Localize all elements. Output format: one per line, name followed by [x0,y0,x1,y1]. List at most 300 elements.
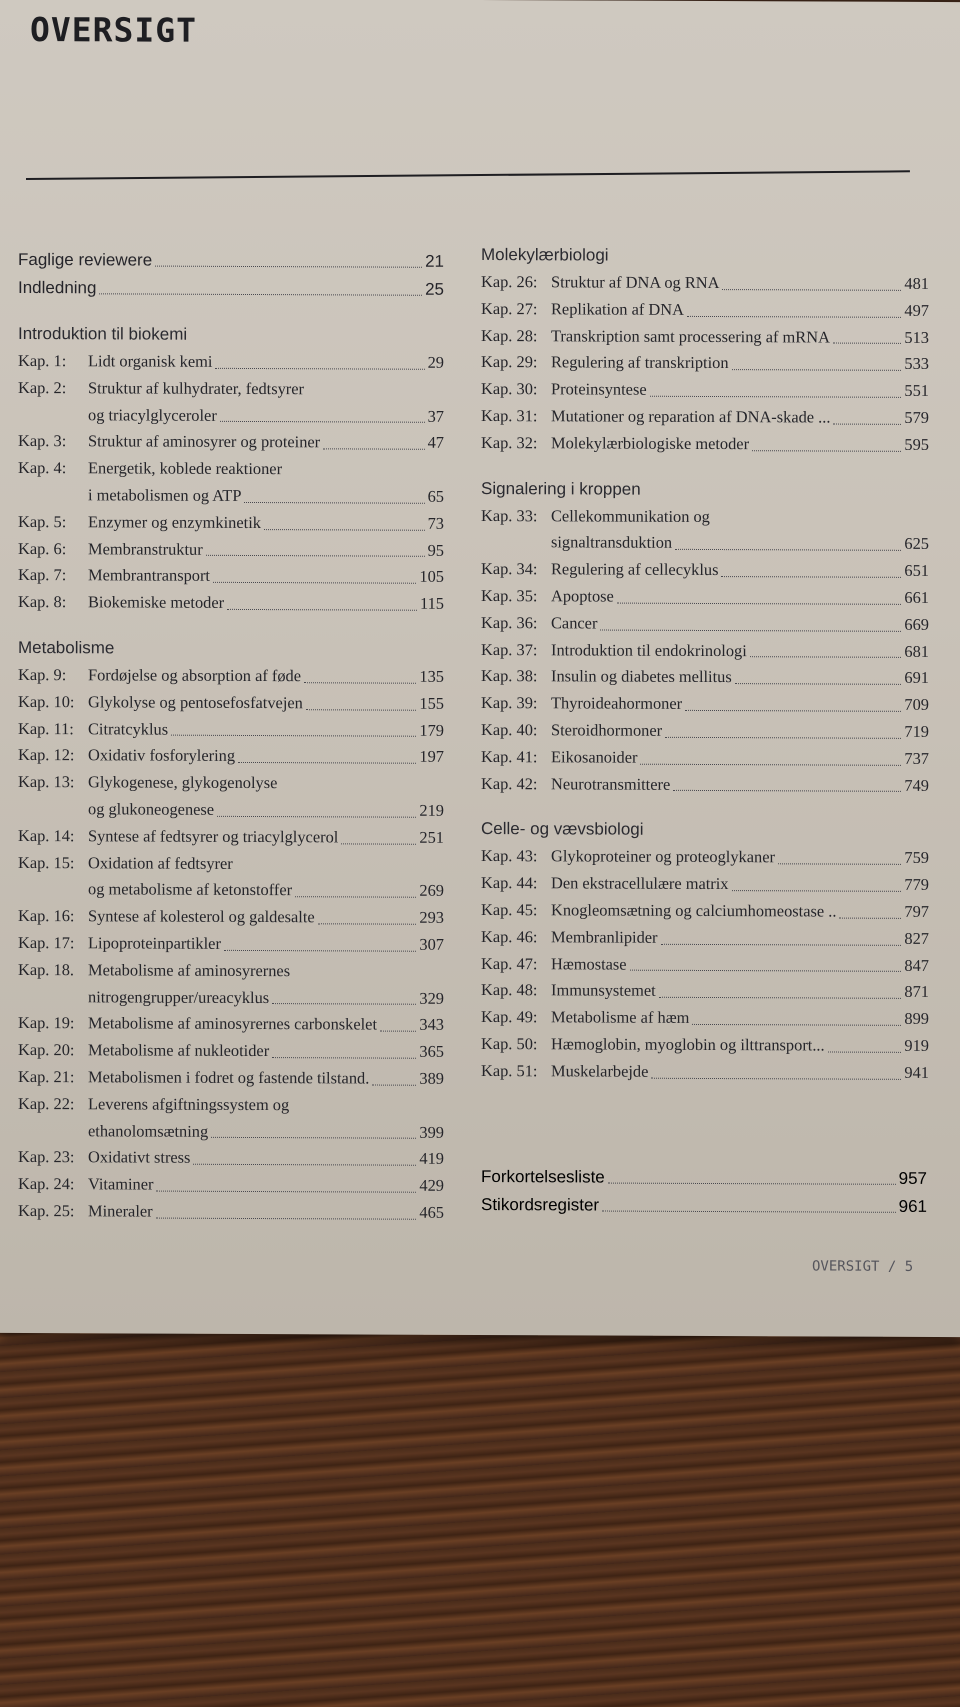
toc-entry [481,1191,927,1221]
chapter-number: Kap. 27: [481,298,538,319]
toc-left-column [18,246,444,1227]
toc-entry [18,428,444,457]
chapter-page: 73 [427,513,444,533]
chapter-title-continued: nitrogengrupper/ureacyklus [88,986,270,1007]
chapter-title: Membranstruktur [88,538,203,559]
chapter-number: Kap. 26: [481,272,538,292]
entry-title: Forkortelsesliste [481,1167,605,1187]
chapter-title: Fordøjelse og absorption af føde [88,665,302,686]
chapter-number: Kap. 42: [481,773,538,793]
toc-entry [481,690,929,719]
toc-entry [481,897,929,926]
chapter-number: Kap. 39: [481,693,538,713]
chapter-title: Knogleomsætning og calciumhomeostase .. [551,900,837,921]
leader-dots [600,629,901,631]
chapter-number: Kap. 29: [481,352,538,372]
chapter-page: 759 [904,848,929,868]
entry-line [18,482,444,511]
toc-entry [18,1144,444,1173]
chapter-page: 719 [904,721,929,741]
leader-dots [227,609,417,611]
chapter-title: Oxidativt stress [88,1147,191,1168]
chapter-title-continued: ethanolomsætning [88,1120,209,1141]
leader-dots [692,1024,901,1026]
leader-dots [659,997,902,999]
chapter-number: Kap. 16: [18,906,75,926]
chapter-page: 497 [904,300,929,320]
toc-entry [18,1010,444,1039]
chapter-page: 399 [419,1122,444,1142]
leader-dots [687,315,901,317]
entry-line [18,876,444,905]
page-footer: OVERSIGT / 5 [812,1258,914,1275]
chapter-page: 691 [904,668,929,688]
chapter-number: Kap. 10: [18,691,75,711]
chapter-number: Kap. 40: [481,719,538,740]
chapter-page: 827 [904,928,929,948]
leader-dots [295,896,416,898]
toc-entry [18,1198,444,1227]
chapter-number: Kap. 36: [481,612,538,633]
chapter-title: Thyroideahormoner [551,693,683,714]
leader-dots [99,293,422,295]
toc-entry [481,349,929,378]
toc-entry [481,1058,929,1087]
chapter-title: Neurotransmittere [551,773,671,794]
entry-line [18,957,444,986]
section-heading: Introduktion til biokemi [18,323,188,344]
chapter-number: Kap. 6: [18,538,67,558]
chapter-number: Kap. 13: [18,772,75,792]
right-sections [481,243,929,1086]
leader-dots [665,737,901,739]
toc-entry [18,1037,444,1066]
chapter-title: Molekylærbiologiske metoder [551,433,750,453]
leader-dots [735,683,902,685]
chapter-number: Kap. 7: [18,565,67,585]
chapter-number: Kap. 9: [18,664,67,685]
chapter-page: 847 [904,955,929,975]
chapter-title-continued: signaltransduktion [551,532,673,553]
chapter-page: 219 [419,800,444,820]
leader-dots [224,950,417,952]
leader-dots [206,555,425,557]
leader-dots [673,790,901,792]
chapter-page: 365 [419,1041,444,1061]
toc-entry [481,744,929,773]
leader-dots [778,863,901,865]
leader-dots [661,943,902,945]
chapter-page: 899 [904,1008,929,1029]
leader-dots [217,816,416,818]
toc-entry [481,870,929,899]
leader-dots [341,843,416,844]
toc-entry [18,742,444,771]
chapter-title: Immunsystemet [551,980,656,1001]
chapter-page: 749 [904,775,929,795]
chapter-title: Glykoproteiner og proteoglykaner [551,846,775,867]
toc-entry [18,716,444,745]
toc-entry [481,771,929,800]
chapter-number: Kap. 32: [481,432,538,453]
chapter-number: Kap. 15: [18,852,75,872]
chapter-title: Oxidativ fosforylering [88,745,236,766]
chapter-title: Energetik, koblede reaktioner [88,458,283,479]
toc-entry [481,637,929,666]
chapter-title: Den ekstracellulære matrix [551,873,729,894]
toc-entry [481,1004,929,1033]
leader-dots [372,1084,416,1085]
toc-entry [481,843,929,872]
toc-entry [481,556,929,585]
chapter-title: Syntese af fedtsyrer og triacylglycerol [88,826,339,847]
section-heading: Signalering i kroppen [481,478,641,499]
chapter-title: Oxidation af fedtsyrer [88,852,233,873]
chapter-page: 651 [904,561,929,581]
chapter-title-continued: og metabolisme af ketonstoffer [88,879,293,900]
entry-line [18,769,444,798]
chapter-page: 135 [419,666,444,686]
chapter-title: Hæmoglobin, myoglobin og ilttransport... [551,1034,825,1055]
entry-line [18,375,444,404]
chapter-title: Metabolisme af aminosyrernes [88,960,291,980]
leader-dots [306,709,417,710]
entry-page: 25 [425,279,444,299]
chapter-page: 329 [419,988,444,1008]
leader-dots [244,502,424,504]
chapter-title: Struktur af kulhydrater, fedtsyrer [88,378,304,399]
chapter-title-continued: og triacylglyceroler [88,404,217,425]
leader-dots [732,369,902,371]
chapter-page: 29 [427,352,444,372]
chapter-number: Kap. 31: [481,405,538,426]
leader-dots [833,343,901,344]
chapter-page: 797 [904,901,929,921]
chapter-page: 37 [427,406,444,426]
section-heading: Metabolisme [18,637,115,658]
chapter-title: Vitaminer [88,1174,154,1194]
leader-dots [155,266,422,268]
toc-entry [18,536,444,565]
chapter-title: Glykolyse og pentosefosfatvejen [88,692,303,712]
entry-title: Stikordsregister [481,1195,600,1215]
chapter-title: Muskelarbejde [551,1061,649,1081]
entry-line [18,850,444,879]
toc-entry [481,269,929,298]
entry-line [18,796,444,825]
toc-entry [18,455,444,510]
chapter-page: 155 [419,693,444,713]
entry-line [18,455,444,484]
leader-dots [833,423,901,424]
leader-dots [630,970,902,972]
chapter-number: Kap. 50: [481,1033,538,1054]
toc-entry [481,296,929,325]
chapter-title: Lidt organisk kemi [88,351,213,371]
toc-entry [18,689,444,718]
page-title: OVERSIGT [30,10,197,50]
toc-entry [18,930,444,959]
chapter-page: 513 [904,327,929,347]
toc-entry [481,1031,929,1060]
chapter-number: Kap. 45: [481,899,538,920]
chapter-page: 595 [904,434,929,454]
toc-entry [481,717,929,746]
leader-dots [752,450,901,452]
chapter-page: 669 [904,614,929,634]
chapter-title: Syntese af kolesterol og galdesalte [88,906,315,927]
chapter-number: Kap. 1: [18,350,67,371]
leader-dots [722,289,901,291]
toc-entry [18,662,444,691]
chapter-title: Citratcyklus [88,718,169,739]
chapter-number: Kap. 5: [18,511,67,531]
toc-entry [481,663,929,692]
leader-dots [211,1137,416,1139]
chapter-title: Introduktion til endokrinologi [551,639,747,660]
leader-dots [380,1031,416,1032]
chapter-title: Metabolisme af aminosyrernes carbonskelet [88,1013,378,1034]
chapter-page: 307 [419,934,444,954]
chapter-number: Kap. 37: [481,639,538,659]
chapter-number: Kap. 44: [481,873,538,893]
toc-entry [18,823,444,852]
toc-entry [481,403,929,432]
chapter-title: Apoptose [551,586,614,606]
toc-entry [18,957,444,1012]
left-sections [18,322,444,1227]
entry-line [18,1117,444,1146]
leader-dots [608,1183,896,1185]
toc-entry [18,903,444,932]
toc-entry [481,376,929,405]
leader-dots [220,421,425,423]
chapter-title: Regulering af cellecyklus [551,559,719,580]
toc-entry [18,769,444,824]
chapter-title: Metabolismen i fodret og fastende tilstand. [88,1067,370,1088]
entry-line [481,503,929,532]
toc-entry [18,850,444,905]
toc-entry [18,274,444,304]
chapter-page: 533 [904,354,929,374]
chapter-title: Membranlipider [551,927,658,947]
chapter-page: 197 [419,747,444,767]
chapter-page: 737 [904,748,929,768]
chapter-number: Kap. 48: [481,980,538,1000]
chapter-number: Kap. 19: [18,1013,75,1033]
leader-dots [156,1217,417,1219]
chapter-number: Kap. 3: [18,431,67,451]
leader-dots [215,368,424,370]
chapter-number: Kap. 35: [481,585,538,606]
chapter-title: Replikation af DNA [551,299,684,319]
entry-page: 21 [425,251,444,271]
chapter-page: 429 [419,1175,444,1195]
toc-entry [18,589,444,618]
chapter-title: Hæmostase [551,953,627,974]
leader-dots [602,1211,896,1213]
chapter-title: Struktur af DNA og RNA [551,272,720,293]
chapter-page: 481 [904,273,929,293]
chapter-title: Lipoproteinpartikler [88,933,221,953]
leader-dots [193,1164,416,1166]
chapter-number: Kap. 46: [481,926,538,946]
chapter-page: 579 [904,407,929,427]
chapter-number: Kap. 49: [481,1007,538,1027]
toc-entry [481,323,929,352]
chapter-title: Leverens afgiftningssystem og [88,1094,290,1114]
chapter-page: 661 [904,587,929,607]
leader-dots [264,529,425,531]
chapter-page: 251 [419,827,444,847]
chapter-number: Kap. 21: [18,1066,75,1087]
chapter-title-continued: i metabolismen og ATP [88,485,242,505]
chapter-number: Kap. 51: [481,1060,538,1080]
leader-dots [732,890,902,892]
chapter-title: Eikosanoider [551,747,638,767]
toc-entry [481,430,929,459]
entry-title: Faglige reviewere [18,249,153,270]
chapter-title: Mineraler [88,1201,153,1221]
entry-line [481,529,929,558]
entry-page: 957 [898,1168,927,1188]
chapter-title: Membrantransport [88,565,210,586]
chapter-page: 105 [419,567,444,587]
leader-dots [650,396,902,398]
chapter-title: Proteinsyntese [551,379,647,399]
toc-entry [481,503,929,559]
chapter-title: Regulering af transkription [551,352,729,373]
chapter-page: 871 [904,982,929,1002]
leader-dots [839,917,901,918]
chapter-number: Kap. 30: [481,379,538,399]
entry-page: 961 [898,1196,927,1216]
chapter-title: Insulin og diabetes mellitus [551,666,732,687]
leader-dots [640,763,901,765]
toc-entry [481,1163,927,1193]
toc-entry [481,583,929,612]
toc-entry [18,509,444,538]
chapter-title: Cancer [551,613,598,633]
toc-entry [481,977,929,1006]
chapter-title: Steroidhormoner [551,720,663,740]
entry-line [18,402,444,431]
toc-entry [481,951,929,980]
chapter-page: 919 [904,1035,929,1055]
chapter-number: Kap. 14: [18,825,75,845]
chapter-page: 709 [904,695,929,715]
chapter-page: 343 [419,1015,444,1035]
chapter-title: Metabolisme af hæm [551,1007,690,1028]
chapter-title: Metabolisme af nukleotider [88,1040,270,1061]
chapter-number: Kap. 24: [18,1174,75,1194]
chapter-number: Kap. 28: [481,325,538,345]
chapter-page: 779 [904,874,929,895]
chapter-title: Enzymer og enzymkinetik [88,512,261,532]
chapter-number: Kap. 2: [18,377,67,397]
toc-entry [481,924,929,953]
toc-entry [18,1064,444,1093]
leader-dots [685,710,901,712]
back-matter-list [481,1163,927,1221]
chapter-page: 551 [904,381,929,401]
chapter-page: 625 [904,534,929,554]
front-matter-list [18,246,444,304]
leader-dots [617,602,902,604]
chapter-number: Kap. 17: [18,932,75,953]
chapter-page: 941 [904,1062,929,1082]
chapter-number: Kap. 34: [481,559,538,579]
chapter-number: Kap. 18. [18,959,74,979]
chapter-number: Kap. 20: [18,1040,75,1060]
chapter-number: Kap. 47: [481,953,538,973]
section-heading: Celle- og vævsbiologi [481,819,644,840]
section-heading: Molekylærbiologi [481,245,609,265]
entry-title: Indledning [18,277,97,298]
entry-line [18,984,444,1013]
chapter-page: 389 [419,1068,444,1088]
leader-dots [272,1057,416,1059]
chapter-number: Kap. 22: [18,1093,75,1113]
chapter-page: 269 [419,881,444,901]
chapter-number: Kap. 12: [18,745,75,765]
leader-dots [171,735,416,737]
toc-entry [18,1091,444,1146]
chapter-number: Kap. 38: [481,666,538,686]
leader-dots [651,1077,901,1079]
chapter-title: Mutationer og reparation af DNA-skade ... [551,406,831,427]
leader-dots [675,549,901,551]
toc-entry [481,610,929,639]
toc-entry [18,375,444,430]
toc-entry [18,562,444,591]
chapter-title: Struktur af aminosyrer og proteiner [88,431,321,452]
chapter-page: 179 [419,720,444,740]
chapter-number: Kap. 25: [18,1200,75,1221]
toc-entry [18,348,444,377]
chapter-page: 419 [419,1149,444,1169]
chapter-number: Kap. 23: [18,1147,75,1167]
leader-dots [238,762,416,764]
chapter-page: 681 [904,641,929,661]
chapter-title: Transkription samt processering af mRNA [551,325,830,347]
toc-entry [18,246,444,276]
chapter-number: Kap. 41: [481,746,538,767]
wooden-table [0,1320,960,1707]
chapter-number: Kap. 11: [18,718,74,738]
chapter-page: 65 [427,486,444,506]
chapter-number: Kap. 33: [481,505,538,525]
chapter-title: Cellekommunikation og [551,505,710,526]
chapter-number: Kap. 43: [481,846,538,866]
chapter-page: 115 [420,593,444,614]
chapter-page: 95 [427,540,444,560]
leader-dots [304,682,416,683]
chapter-title: Biokemiske metoder [88,592,225,613]
leader-dots [213,582,416,584]
leader-dots [318,923,417,924]
toc-right-column [481,243,929,1086]
leader-dots [828,1051,902,1052]
header-rule [26,170,910,180]
chapter-page: 465 [419,1202,444,1222]
leader-dots [721,576,901,578]
chapter-page: 293 [419,907,444,927]
leader-dots [156,1190,416,1192]
chapter-number: Kap. 8: [18,592,67,612]
chapter-title: Glykogenese, glykogenolyse [88,772,278,793]
leader-dots [750,657,902,659]
